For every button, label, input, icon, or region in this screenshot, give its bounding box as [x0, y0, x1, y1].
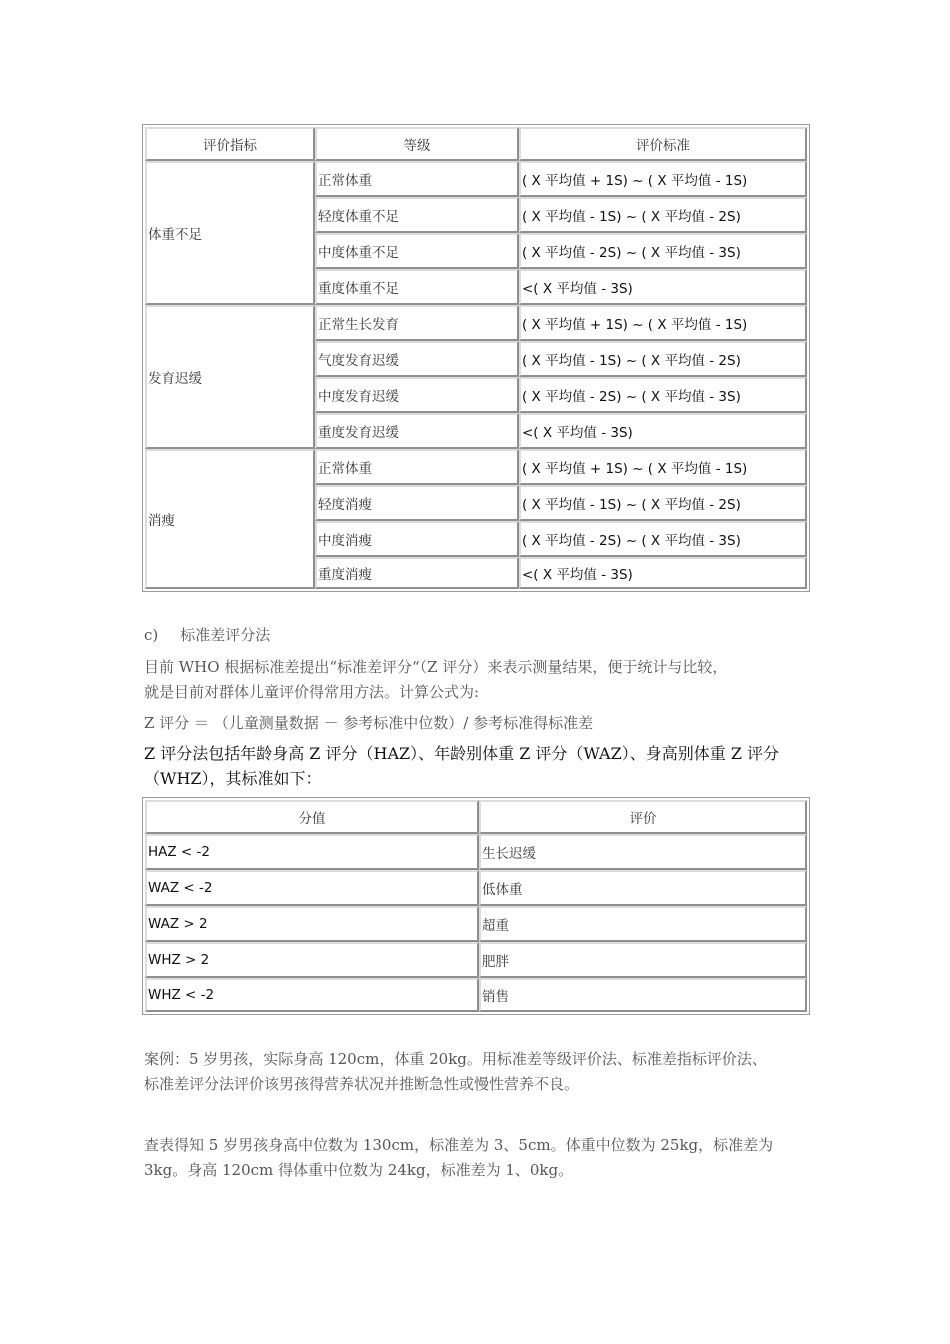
score-cell: HAZ < -2: [145, 834, 479, 870]
evaluation-cell: 销售: [479, 978, 807, 1012]
paragraph-line: 目前 WHO 根据标准差提出“标准差评分“（Z 评分）来表示测量结果，便于统计与比较，: [144, 658, 728, 676]
paragraph-line: （WHZ），其标准如下：: [144, 769, 322, 788]
table-header-cell: 分值: [145, 800, 479, 834]
score-cell: WAZ < -2: [145, 870, 479, 906]
lookup-paragraph-line: 3kg。身高 120cm 得体重中位数为 24kg，标准差为 1、0kg。: [144, 1161, 574, 1179]
grade-cell: 轻度消瘦: [315, 485, 519, 521]
grade-cell: 中度发育迟缓: [315, 377, 519, 413]
evaluation-cell: 低体重: [479, 870, 807, 906]
standard-cell: <( X 平均值 - 3S): [519, 269, 807, 305]
section-label: c): [144, 626, 159, 644]
grade-cell: 正常生长发育: [315, 305, 519, 341]
section-title: 标准差评分法: [180, 626, 271, 644]
evaluation-cell: 肥胖: [479, 942, 807, 978]
indicator-cell: 体重不足: [145, 161, 315, 305]
paragraph-line: Z 评分法包括年龄身高 Z 评分（HAZ）、年龄别体重 Z 评分（WAZ）、身高别体重 Z 评分: [144, 744, 780, 763]
table-header-cell: 评价标准: [519, 127, 807, 161]
standard-cell: <( X 平均值 - 3S): [519, 557, 807, 589]
case-paragraph-line: 标准差评分法评价该男孩得营养状况并推断急性或慢性营养不良。: [144, 1075, 580, 1093]
standard-cell: ( X 平均值 - 2S) ~ ( X 平均值 - 3S): [519, 521, 807, 557]
standard-cell: ( X 平均值 - 1S) ~ ( X 平均值 - 2S): [519, 197, 807, 233]
grade-cell: 重度体重不足: [315, 269, 519, 305]
indicator-cell: 消瘦: [145, 449, 315, 589]
standard-cell: <( X 平均值 - 3S): [519, 413, 807, 449]
z-score-table: [142, 797, 810, 1015]
indicator-cell: 发育迟缓: [145, 305, 315, 449]
table-header-cell: 评价指标: [145, 127, 315, 161]
grade-evaluation-table: [142, 124, 810, 592]
table-header-cell: 评价: [479, 800, 807, 834]
standard-cell: ( X 平均值 + 1S) ~ ( X 平均值 - 1S): [519, 449, 807, 485]
grade-cell: 重度消瘦: [315, 557, 519, 589]
standard-cell: ( X 平均值 - 2S) ~ ( X 平均值 - 3S): [519, 377, 807, 413]
score-cell: WAZ > 2: [145, 906, 479, 942]
section-heading: [144, 623, 814, 648]
lookup-paragraph-line: 查表得知 5 岁男孩身高中位数为 130cm，标准差为 3、5cm。体重中位数为 25kg，标准差为: [144, 1136, 774, 1154]
case-paragraph-line: 案例：5 岁男孩，实际身高 120cm，体重 20kg。用标准差等级评价法、标准差指标评价法、: [144, 1050, 767, 1068]
grade-cell: 中度消瘦: [315, 521, 519, 557]
grade-cell: 轻度体重不足: [315, 197, 519, 233]
grade-cell: 中度体重不足: [315, 233, 519, 269]
score-cell: WHZ < -2: [145, 978, 479, 1012]
score-cell: WHZ > 2: [145, 942, 479, 978]
grade-cell: 气度发育迟缓: [315, 341, 519, 377]
standard-cell: ( X 平均值 - 2S) ~ ( X 平均值 - 3S): [519, 233, 807, 269]
grade-cell: 正常体重: [315, 161, 519, 197]
table-header-cell: 等级: [315, 127, 519, 161]
grade-cell: 正常体重: [315, 449, 519, 485]
evaluation-cell: 超重: [479, 906, 807, 942]
standard-cell: ( X 平均值 + 1S) ~ ( X 平均值 - 1S): [519, 305, 807, 341]
standard-cell: ( X 平均值 - 1S) ~ ( X 平均值 - 2S): [519, 341, 807, 377]
paragraph-line: 就是目前对群体儿童评价得常用方法。计算公式为:: [144, 683, 480, 701]
grade-cell: 重度发育迟缓: [315, 413, 519, 449]
evaluation-cell: 生长迟缓: [479, 834, 807, 870]
formula-line: Z 评分 ＝ （儿童测量数据 － 参考标准中位数）/ 参考标准得标准差: [144, 714, 594, 732]
standard-cell: ( X 平均值 + 1S) ~ ( X 平均值 - 1S): [519, 161, 807, 197]
standard-cell: ( X 平均值 - 1S) ~ ( X 平均值 - 2S): [519, 485, 807, 521]
